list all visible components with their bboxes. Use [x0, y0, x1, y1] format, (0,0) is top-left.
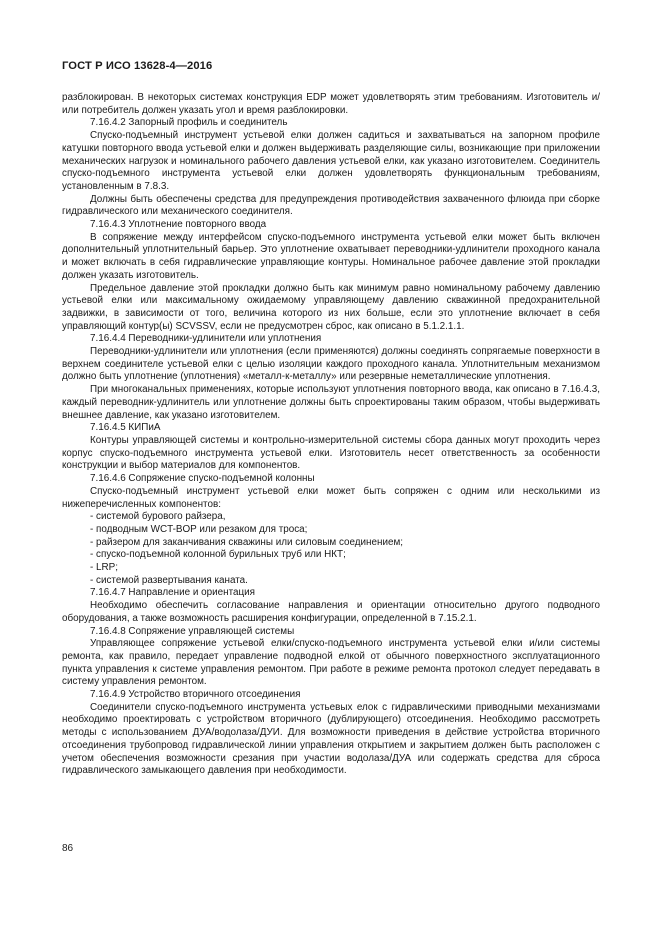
paragraph: Переводники-удлинители или уплотнения (если применяются) должны соединять сопрягаемые поверхности в верхнем соединителе устьевой елки с целью изоляции каждого проходного канала. Уплотнительным механизмом должно быть уплотнение (уплотнения) «металл-к-металлу» или резервные неметаллические уплотнения. — [62, 346, 600, 383]
section-heading: 7.16.4.8 Сопряжение управляющей системы — [90, 625, 295, 637]
section-heading: 7.16.4.2 Запорный профиль и соединитель — [90, 117, 288, 129]
list-item: - системой развертывания каната. — [90, 574, 248, 586]
paragraph: Контуры управляющей системы и контрольно-измерительной системы сбора данных могут проходить через корпус спуско-подъемного инструмента устьевой елки. Изготовитель несет ответственность за особенности конструкции и выбор материалов для компонентов. — [62, 434, 600, 472]
section-heading: 7.16.4.9 Устройство вторичного отсоединения — [90, 689, 301, 701]
paragraph: При многоканальных применениях, которые используют уплотнения повторного ввода, как описано в 7.16.4.3, каждый переводник-удлинитель или уплотнение должны быть спроектированы таким образом, чтобы выдерживать внешнее давление, как указано изготовителем. — [62, 384, 600, 421]
section-heading: 7.16.4.3 Уплотнение повторного ввода — [90, 219, 267, 231]
document-body — [62, 92, 600, 778]
paragraph: Необходимо обеспечить согласование направления и ориентации относительно другого подводного оборудования, а также возможность расширения конфигурации, определенной в 7.15.2.1. — [62, 600, 600, 624]
paragraph: Предельное давление этой прокладки должно быть как минимум равно номинальному рабочему давлению устьевой елки или максимальному ожидаемому управляющему давлению скважинной предохранительной задвижки, в зависимости от того, величина которого из них больше, если это уплотнение включает в себя управляющий контур(ы) SCVSSV, если не предусмотрен сброс, как описано в 5.1.2.1.1. — [62, 282, 600, 332]
section-heading: 7.16.4.7 Направление и ориентация — [90, 587, 255, 599]
paragraph: Спуско-подъемный инструмент устьевой елки должен садиться и захватываться на запорном профиле катушки повторного ввода устьевой елки и должен выдерживать разделяющие силы, возникающие при приложении механических нагрузок и номинального рабочего давления устьевой елки, как указано изготовителем. Соединитель спуско-подъемного инструмента устьевой елки должен удовлетворять функциональным требованиям, установленным в 7.8.3. — [62, 130, 600, 192]
list-item: - райзером для заканчивания скважины или силовым соединением; — [90, 536, 403, 548]
list-item: - системой бурового райзера, — [90, 511, 226, 523]
paragraph: разблокирован. В некоторых системах конструкция EDP может удовлетворять этим требованиям. Изготовитель и/или потребитель должен указать угол и время разблокировки. — [62, 92, 600, 116]
section-heading: 7.16.4.6 Сопряжение спуско-подъемной колонны — [90, 473, 315, 485]
list-item: - спуско-подъемной колонной бурильных труб или НКТ; — [90, 549, 346, 561]
paragraph: Спуско-подъемный инструмент устьевой елки может быть сопряжен с одним или несколькими из нижеперечисленных компонентов: — [62, 485, 600, 510]
list-item: - LRP; — [90, 562, 118, 574]
section-heading: 7.16.4.4 Переводники-удлинители или уплотнения — [90, 333, 322, 345]
paragraph: Управляющее сопряжение устьевой елки/спуско-подъемного инструмента устьевой елки и/или системы ремонта, как правило, передает управление подводной елкой от обычного поверхностного эксплуатационного пункта управления к системе управления ремонтом. При работе в режиме ремонта протокол следует передавать в систему управления ремонтом. — [62, 638, 600, 688]
paragraph: В сопряжение между интерфейсом спуско-подъемного инструмента устьевой елки может быть включен дополнительный уплотнительный барьер. Это уплотнение охватывает переводники-удлинители проходного канала и может включать в себя гидравлические управляющие контуры. Номинальное рабочее давление этой прокладки должен указать изготовитель. — [62, 231, 600, 281]
page-number: 86 — [62, 843, 74, 854]
document-header: ГОСТ Р ИСО 13628-4—2016 — [62, 60, 213, 72]
section-heading: 7.16.4.5 КИПиА — [90, 422, 161, 434]
paragraph: Должны быть обеспечены средства для предупреждения противодействия захваченного флюида при сборке гидравлического или механического соединителя. — [62, 193, 600, 218]
paragraph: Соединители спуско-подъемного инструмента устьевых елок с гидравлическими приводными механизмами необходимо проектировать с устройством вторичного (дублирующего) отсоединения. Необходимо рассмотреть методы с использованием ДУА/водолаза/ДУИ. Для возможности приведения в действие устройства вторичного отсоединения трубопровод гидравлической линии управления открытием и закрытием должен быть расположен с учетом обеспечения возможности срезания при участии водолаза/ДУА или содержать средства для сброса гидравлического замыкающего давления при необходимости. — [62, 701, 600, 777]
list-item: - подводным WCT-BOP или резаком для троса; — [90, 523, 308, 535]
